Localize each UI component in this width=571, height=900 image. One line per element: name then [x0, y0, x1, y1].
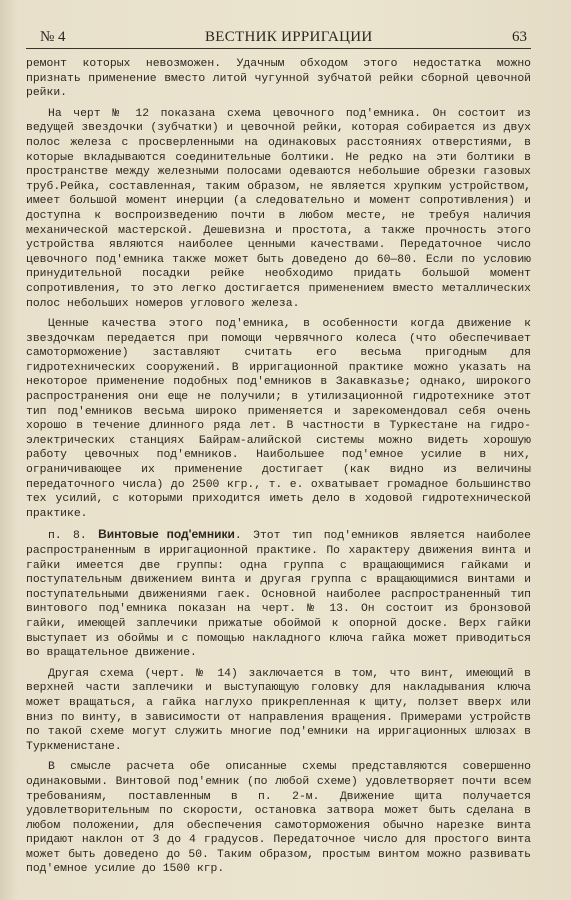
article-body [26, 57, 531, 877]
paragraph-second-scheme: Другая схема (черт. № 14) заключается в том, что винт, имеющий в верхней части заплечики и выступающую головку для накладывания ключа может вращаться, а гайка наглухо прикрепленная к щиту, ползет вверх или вниз по винту, в зависимости от направления вращения. Примерами устройств по такой схеме могут служить многие под'емники на ирригационных шлюзах в Туркменистане. [26, 667, 531, 753]
paragraph-chain-hoist: На черт № 12 показана схема цевочного под'емника. Он состоит из ведущей звездочки (зубчатки) и цевочной рейки, которая собирается из двух полос железа с просверленными на одинаковых расстояниях отверстиями, в которые вкладываются соединительные болтики. Не редко на эти болтики в пространстве между железными полосами одеваются небольшие обрезки газовых труб.Рейка, составленная, таким образом, не является хрупким устройством, имеет большой момент инерции (а следовательно и момент сопротивления) и доступна к воспроизведению почти в любом месте, не требуя наличия механической мастерской. Дешевизна и простота, а также прочность этого устройства являются наиболее ценными качествами. Передаточное число цевочного под'емника также может быть доведено до 60—80. Если по условию принудительной посадки рейке необходимо придать большой момент сопротивления, то это легко достигается применением вместо металлических полос небольших номеров углового железа. [26, 107, 531, 310]
paragraph-chain-hoist-qualities: Ценные качества этого под'емника, в особенности когда движение к звездочкам передается при помощи червячного колеса (что обеспечивает самоторможение) заставляют считать его весьма пригодным для гидротехнических сооружений. В ирригационной практике можно указать на некоторое применение подобных под'емников в Закавказье; однако, широкого распространения они еще не получили; в утилизационной гидротехнике этот тип под'емников весьма широко применяется и зарекомендовал себя очень хорошо в течение длинного ряда лет. В частности в Туркестане на гидро-электрических станциях Байрам-алийской системы можно видеть хорошую работу цевочных под'емников. Наибольшее под'емное усилие в них, ограничивающее их применение достигает (как видно из величины передаточного числа) до 2500 кгр., т. е. охватывает громадное большинство тех усилий, с которыми приходится иметь дело в ходовой гидротехнической практике. [26, 318, 531, 520]
section-number: п. 8. [48, 530, 87, 543]
journal-title: ВЕСТНИК ИРРИГАЦИИ [204, 29, 373, 45]
page-number: 63 [511, 29, 527, 45]
paragraph-calculation: В смысле расчета обе описанные схемы представляются совершенно одинаковыми. Винтовой под'емник (по любой схеме) удовлетворяет почти всем требованиям, поставленным в п. 2-м. Движение щита получается удовлетворительным по скорости, остановка затвора может быть сделана в любом положении, для обеспечения самоторможения обычно нарезке винта придают наклон от 3 до 4 градусов. Передаточное число для простого винта может быть доведено до 50. Таким образом, простым винтом можно развивать под'емное усилие до 1500 кгр. [26, 761, 531, 876]
section-text: . Этот тип под'емников является наиболее распространенным в ирригационной практике. По характеру движения винта и гайки имеется две группы: одна группа с вращающимися гайками и поступательным движением винта и другая группа с вращающимися винтами и поступательными движениями гаек. Основной наиболее распространенный тип винтового под'емника показан на черт. № 13. Он состоит из бронзовой гайки, имеющей заплечики прижатые обоймой к опорной доске. Верх гайки выступает из обоймы и с помощью накладного ключа гайка может приводиться во вращательное движение. [26, 530, 532, 660]
running-header [26, 24, 531, 49]
paragraph-screw-hoists [26, 527, 531, 660]
section-heading: Винтовые под'емники [98, 527, 235, 542]
paragraph-continuation: ремонт которых невозможен. Удачным обходом этого недостатка можно признать применение вместо литой чугунной зубчатой рейки сборной цевочной рейки. [26, 58, 531, 100]
issue-number: № 4 [40, 29, 66, 45]
